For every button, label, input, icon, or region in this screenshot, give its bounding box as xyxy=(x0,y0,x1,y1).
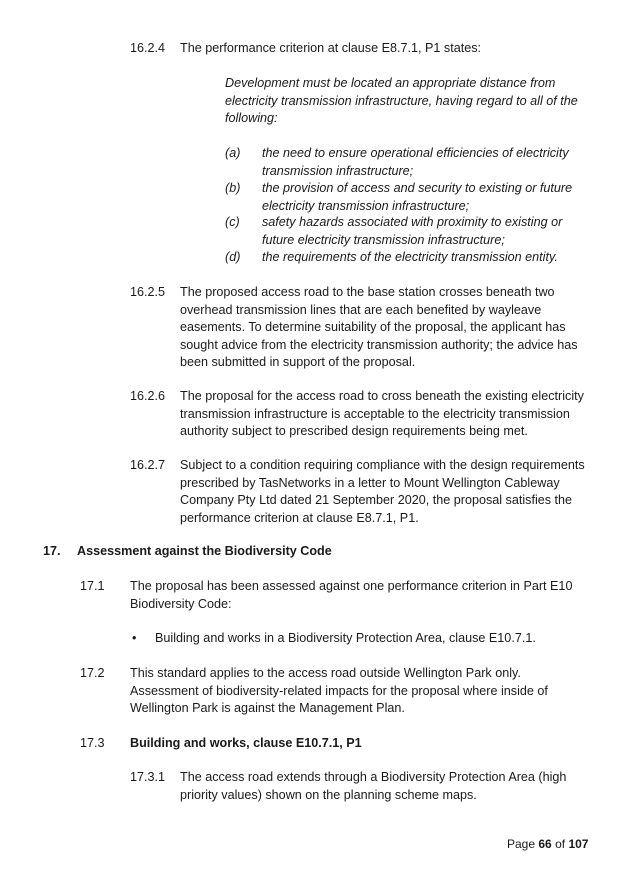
page-footer xyxy=(507,836,588,854)
paragraph-line: This standard applies to the access road outside Wellington Park only. xyxy=(130,666,521,680)
list-item-line: the provision of access and security to existing or future xyxy=(262,181,573,195)
paragraph-line: The proposal has been assessed against one performance criterion in Part E10 xyxy=(130,579,573,593)
paragraph-line: The access road extends through a Biodiversity Protection Area (high xyxy=(180,770,567,784)
quoted-criterion xyxy=(225,75,578,128)
page-number: 66 xyxy=(538,837,552,851)
list-item xyxy=(262,180,572,215)
paragraph-line: Biodiversity Code: xyxy=(130,596,232,611)
paragraph-line: performance criterion at clause E8.7.1, P1. xyxy=(180,510,419,525)
bullet-icon: • xyxy=(132,631,137,645)
paragraph-line: been submitted in support of the proposal. xyxy=(180,355,416,369)
paragraph-text xyxy=(180,284,578,372)
list-item-label: (c) xyxy=(225,215,240,229)
paragraph-text xyxy=(130,578,572,613)
list-item-line: the need to ensure operational efficiencies of electricity xyxy=(262,146,569,160)
list-item-line: the requirements of the electricity transmission entity. xyxy=(262,250,558,264)
paragraph-line: The proposal for the access road to cross beneath the existing electricity xyxy=(180,389,584,403)
bullet-text: Building and works in a Biodiversity Protection Area, clause E10.7.1. xyxy=(155,631,536,645)
paragraph-number: 16.2.4 xyxy=(130,41,166,55)
paragraph-text xyxy=(130,665,548,718)
paragraph-line: sought advice from the electricity transmission authority; the advice has xyxy=(180,337,578,352)
paragraph-line: easements. To determine suitability of the proposal, the applicant has xyxy=(180,320,566,334)
paragraph-number: 17.3 xyxy=(80,736,105,750)
paragraph-number: 17.3.1 xyxy=(130,770,166,784)
total-pages: 107 xyxy=(568,837,589,851)
paragraph-line: overhead transmission lines that are each benefited by wayleave xyxy=(180,302,542,317)
list-item-label: (b) xyxy=(225,181,241,195)
paragraph-line: Assessment of biodiversity-related impacts for the proposal where inside of xyxy=(130,683,548,698)
list-item-line: electricity transmission infrastructure; xyxy=(262,198,470,213)
paragraph-text xyxy=(180,457,585,527)
paragraph-line: Company Pty Ltd dated 21 September 2020, the proposal satisfies the xyxy=(180,493,573,507)
section-number: 17. xyxy=(43,544,61,558)
section-heading: Assessment against the Biodiversity Code xyxy=(77,544,332,558)
paragraph-number: 17.2 xyxy=(80,666,105,680)
paragraph-text: The performance criterion at clause E8.7.1, P1 states: xyxy=(180,41,482,55)
paragraph-line: Subject to a condition requiring compliance with the design requirements xyxy=(180,458,585,472)
list-item-label: (a) xyxy=(225,146,241,160)
list-item xyxy=(262,249,558,267)
paragraph-line: The proposed access road to the base station crosses beneath two xyxy=(180,285,555,299)
list-item-line: transmission infrastructure; xyxy=(262,163,414,178)
paragraph-text xyxy=(180,769,566,804)
quote-line: Development must be located an appropriate distance from xyxy=(225,76,556,90)
subsection-heading: Building and works, clause E10.7.1, P1 xyxy=(130,736,362,750)
list-item xyxy=(262,214,562,249)
paragraph-number: 17.1 xyxy=(80,579,105,593)
list-item-label: (d) xyxy=(225,250,241,264)
paragraph-line: transmission infrastructure is acceptable to the electricity transmission xyxy=(180,406,570,421)
page-label: Page xyxy=(507,837,536,851)
quote-line: electricity transmission infrastructure, having regard to all of the xyxy=(225,93,578,108)
paragraph-line: prescribed by TasNetworks in a letter to Mount Wellington Cableway xyxy=(180,475,560,490)
paragraph-line: Wellington Park is against the Management Plan. xyxy=(130,701,405,715)
paragraph-number: 16.2.7 xyxy=(130,458,166,472)
list-item-line: safety hazards associated with proximity to existing or xyxy=(262,215,563,229)
paragraph-number: 16.2.5 xyxy=(130,285,166,299)
paragraph-line: authority subject to prescribed design requirements being met. xyxy=(180,424,528,438)
paragraph-line: priority values) shown on the planning scheme maps. xyxy=(180,787,477,802)
paragraph-text xyxy=(180,388,584,441)
of-label: of xyxy=(555,837,566,851)
paragraph-number: 16.2.6 xyxy=(130,389,166,403)
list-item xyxy=(262,145,569,180)
list-item-line: future electricity transmission infrastructure; xyxy=(262,232,505,247)
quote-line: following: xyxy=(225,111,278,125)
